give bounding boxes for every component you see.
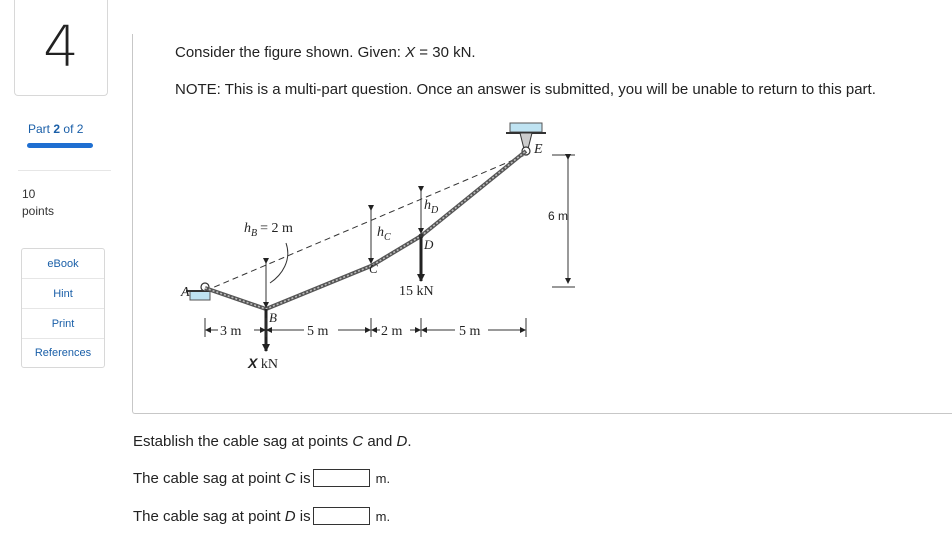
answer-prompt <box>133 433 412 450</box>
hc-label: $h_C$ <box>377 225 391 243</box>
cable-figure <box>170 115 610 380</box>
row-c-var: C <box>284 469 296 487</box>
row-d-var: D <box>284 507 296 525</box>
dim-5m-2: 5 m <box>459 324 481 339</box>
answer-row-d <box>133 507 390 525</box>
question-number: 4 <box>43 15 79 80</box>
prompt-c: C <box>352 433 364 450</box>
points-value: 10 <box>22 187 36 201</box>
sag-c-input[interactable] <box>313 469 370 487</box>
answer-row-c <box>133 469 390 487</box>
references-button[interactable]: References <box>34 346 92 359</box>
load-d-label: 15 kN <box>399 284 434 299</box>
row-d-prefix: The cable sag at point <box>133 507 281 525</box>
prompt-end: . <box>407 433 412 450</box>
unit-d: m. <box>375 508 391 524</box>
dim-6m: 6 m <box>548 209 569 223</box>
question-note: NOTE: This is a multi-part question. Once an answer is submitted, you will be unable to return to this part. <box>175 81 876 98</box>
part-current: 2 <box>53 122 61 136</box>
prompt-prefix: Establish the cable sag at points <box>133 433 353 450</box>
part-of: of 2 <box>63 122 84 136</box>
sidebar-divider <box>18 170 111 171</box>
points-label: points <box>22 204 55 218</box>
question-number-box <box>14 0 108 96</box>
label-c: C <box>369 261 378 276</box>
question-given <box>175 44 476 61</box>
hd-label: $h_D$ <box>424 198 439 216</box>
ebook-button[interactable]: eBook <box>22 249 104 279</box>
label-a: A <box>181 285 190 300</box>
prompt-and: and <box>363 433 397 450</box>
support-e <box>510 123 542 132</box>
part-progress-bar <box>27 143 93 148</box>
print-button[interactable]: Print <box>22 309 104 339</box>
row-d-suffix: is <box>299 507 311 525</box>
part-indicator <box>28 122 83 136</box>
given-prefix: Consider the figure shown. Given: <box>175 44 406 61</box>
given-suffix: = 30 kN. <box>415 44 476 61</box>
unit-c: m. <box>375 470 391 486</box>
resources-panel <box>21 248 105 368</box>
hb-label: $h_B = 2$ m <box>244 221 293 239</box>
part-label: Part <box>28 122 51 136</box>
given-var: X <box>405 44 416 61</box>
label-e: E <box>534 142 543 157</box>
dim-2m: 2 m <box>381 324 403 339</box>
hint-button[interactable]: Hint <box>22 279 104 309</box>
label-d: D <box>424 237 434 252</box>
dim-3m: 3 m <box>220 324 242 339</box>
load-b-label: X kN <box>248 355 278 372</box>
row-c-prefix: The cable sag at point <box>133 469 281 487</box>
support-a <box>190 291 210 300</box>
prompt-d: D <box>396 433 408 450</box>
sag-d-input[interactable] <box>313 507 370 525</box>
row-c-suffix: is <box>299 469 311 487</box>
dim-5m-1: 5 m <box>307 324 329 339</box>
label-b: B <box>269 310 277 325</box>
